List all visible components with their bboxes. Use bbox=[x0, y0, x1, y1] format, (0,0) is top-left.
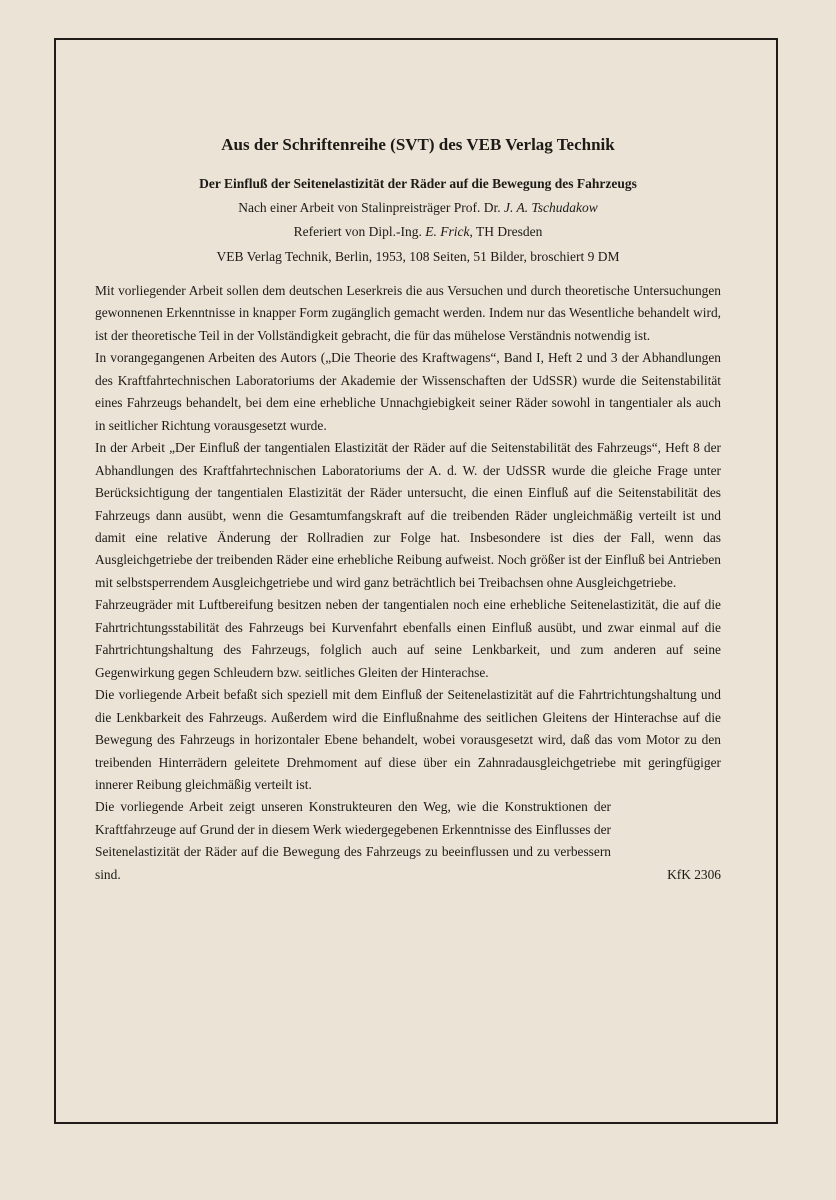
book-title: Der Einfluß der Seitenelastizität der Räder auf die Bewegung des Fahrzeugs bbox=[199, 176, 637, 191]
paragraph-4: Fahrzeugräder mit Luftbereifung besitzen neben der tangentialen noch eine erhebliche Seitenelastizität, die auf die Fahrtrichtungsstabilität des Fahrzeugs bei Kurvenfahrt ebenfalls einen Einfluß ausübt, und zwar einmal auf die Fahrtrichtungshaltung des Fahrzeugs, folglich auch auf seine Lenkbarkeit, und zum anderen auf seine Gegenwirkung gegen Schleudern bzw. seitliches Gleiten der Hinterachse. bbox=[95, 597, 721, 680]
closing-row bbox=[95, 796, 721, 886]
referee-prefix: Referiert von Dipl.-Ing. bbox=[293, 224, 426, 239]
referee-suffix: , TH Dresden bbox=[469, 224, 543, 239]
paragraph-2: In vorangegangenen Arbeiten des Autors („Die Theorie des Kraftwagens“, Band I, Heft 2 und 3 der Abhandlungen des Kraftfahrtechnischen Laboratoriums der Akademie der Wissenschaften der UdSSR) wurde die Seitenstabilität eines Fahrzeugs behandelt, bei dem eine erhebliche Unnachgiebigkeit seiner Räder sowohl in tangentialer als auch in seitlicher Richtung vorausgesetzt wurde. bbox=[95, 350, 721, 433]
author-prefix: Nach einer Arbeit von Stalinpreisträger Prof. Dr. bbox=[238, 200, 505, 215]
paragraph-1: Mit vorliegender Arbeit sollen dem deutschen Leserkreis die aus Versuchen und durch theoretische Untersuchungen gewonnenen Erkenntnisse in knapper Form zugänglich gemacht werden. Indem nur das Wesentliche behandelt wird, ist der theoretische Teil in der Vollständigkeit gebracht, die für das mühelose Verständnis notwendig ist. bbox=[95, 283, 721, 343]
paragraph-5: Die vorliegende Arbeit befaßt sich speziell mit dem Einfluß der Seitenelastizität auf die Fahrtrichtungshaltung und die Lenkbarkeit des Fahrzeugs. Außerdem wird die Einflußnahme des seitlichen Gleitens der Hinterachse auf die Bewegung des Fahrzeugs in horizontaler Ebene behandelt, wobei vorausgesetzt wird, daß das vom Motor zu den treibenden Hinterrädern geleitete Drehmoment auf diese über ein Zahnradausgleichgetriebe mit geringfügiger innerer Reibung gleichmäßig verteilt ist. bbox=[95, 687, 721, 792]
paragraph-6: Die vorliegende Arbeit zeigt unseren Konstrukteuren den Weg, wie die Konstruktionen der Kraftfahrzeuge auf Grund der in diesem Werk wiedergegebenen Erkenntnisse des Einflusses der Seitenelastizität der Räder auf die Bewegung des Fahrzeugs zu beeinflussen und zu verbessern sind. bbox=[95, 799, 611, 882]
author-line bbox=[0, 200, 836, 216]
author-name: J. A. Tschudakow bbox=[504, 200, 598, 215]
series-title: Aus der Schriftenreihe (SVT) des VEB Verlag Technik bbox=[221, 135, 615, 154]
referee-line bbox=[0, 224, 836, 240]
signature: KfK 2306 bbox=[667, 866, 721, 882]
paragraph-3: In der Arbeit „Der Einfluß der tangentialen Elastizität der Räder auf die Seitenstabilität des Fahrzeugs“, Heft 8 der Abhandlungen des Kraftfahrtechnischen Laboratoriums der A. d. W. der UdSSR wurde die gleiche Frage unter Berücksichtigung der tangentialen Elastizität der Räder untersucht, die einen Einfluß auf die Seitenstabilität des Fahrzeugs dann ausübt, wenn die Gesamtumfangskraft auf die treibenden Räder ungleichmäßig verteilt ist und damit eine relative Änderung der Rollradien zur Folge hat. Insbesondere ist dies der Fall, wenn das Ausgleichgetriebe der treibenden Räder eine erhebliche Reibung aufweist. Noch größer ist der Einfluß bei Antrieben mit selbstsperrendem Ausgleichgetriebe und wird ganz beträchtlich bei Treibachsen ohne Ausgleichgetriebe. bbox=[95, 440, 721, 590]
referee-name: E. Frick bbox=[425, 224, 470, 239]
review-body bbox=[95, 280, 721, 886]
publication-line: VEB Verlag Technik, Berlin, 1953, 108 Seiten, 51 Bilder, broschiert 9 DM bbox=[216, 249, 620, 264]
